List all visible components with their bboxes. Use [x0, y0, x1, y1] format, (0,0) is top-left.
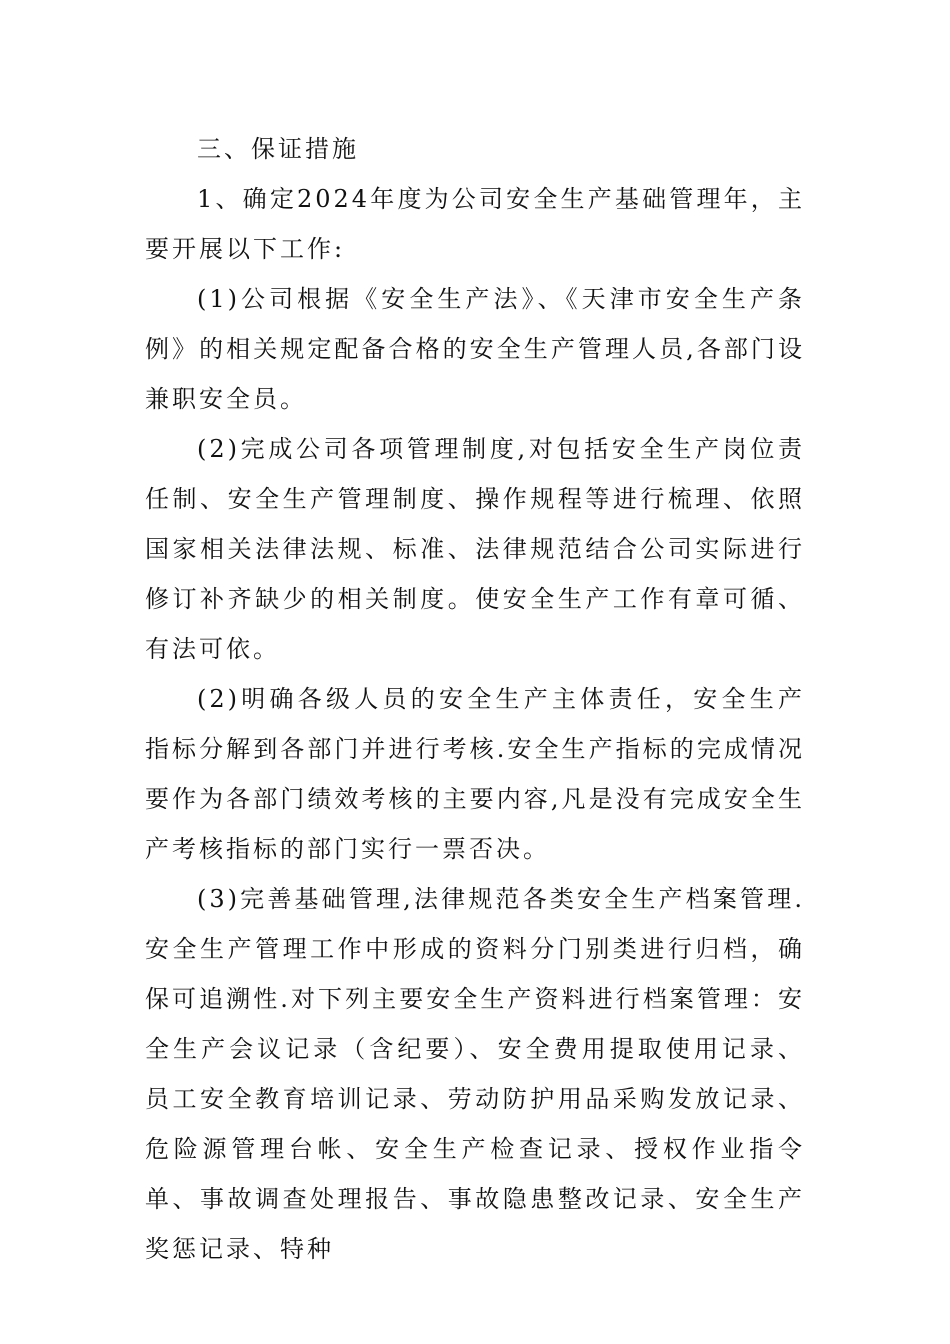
paragraph-subitem-2b: (2)明确各级人员的安全生产主体责任，安全生产指标分解到各部门并进行考核.安全生产指标的完成情况要作为各部门绩效考核的主要内容,凡是没有完成安全生产考核指标的部门实行一票否决。: [145, 685, 805, 863]
paragraph-subitem-3: (3)完善基础管理,法律规范各类安全生产档案管理.安全生产管理工作中形成的资料分门别类进行归档，确保可追溯性.对下列主要安全生产资料进行档案管理：安全生产会议记录（含纪要）、安全费用提取使用记录、员工安全教育培训记录、劳动防护用品采购发放记录、危险源管理台帐、安全生产检查记录、授权作业指令单、事故调查处理报告、事故隐患整改记录、安全生产奖惩记录、特种: [145, 885, 805, 1263]
paragraph-subitem-1: (1)公司根据《安全生产法》、《天津市安全生产条例》的相关规定配备合格的安全生产管理人员,各部门设兼职安全员。: [145, 285, 805, 413]
document-body: [145, 124, 805, 1274]
paragraph-subitem-2: (2)完成公司各项管理制度,对包括安全生产岗位责任制、安全生产管理制度、操作规程等进行梳理、依照国家相关法律法规、标准、法律规范结合公司实际进行修订补齐缺少的相关制度。使安全生产工作有章可循、有法可依。: [145, 435, 805, 663]
paragraph-item-1: 1、确定2024年度为公司安全生产基础管理年，主要开展以下工作:: [145, 185, 805, 263]
section-heading: 三、保证措施: [197, 135, 359, 163]
